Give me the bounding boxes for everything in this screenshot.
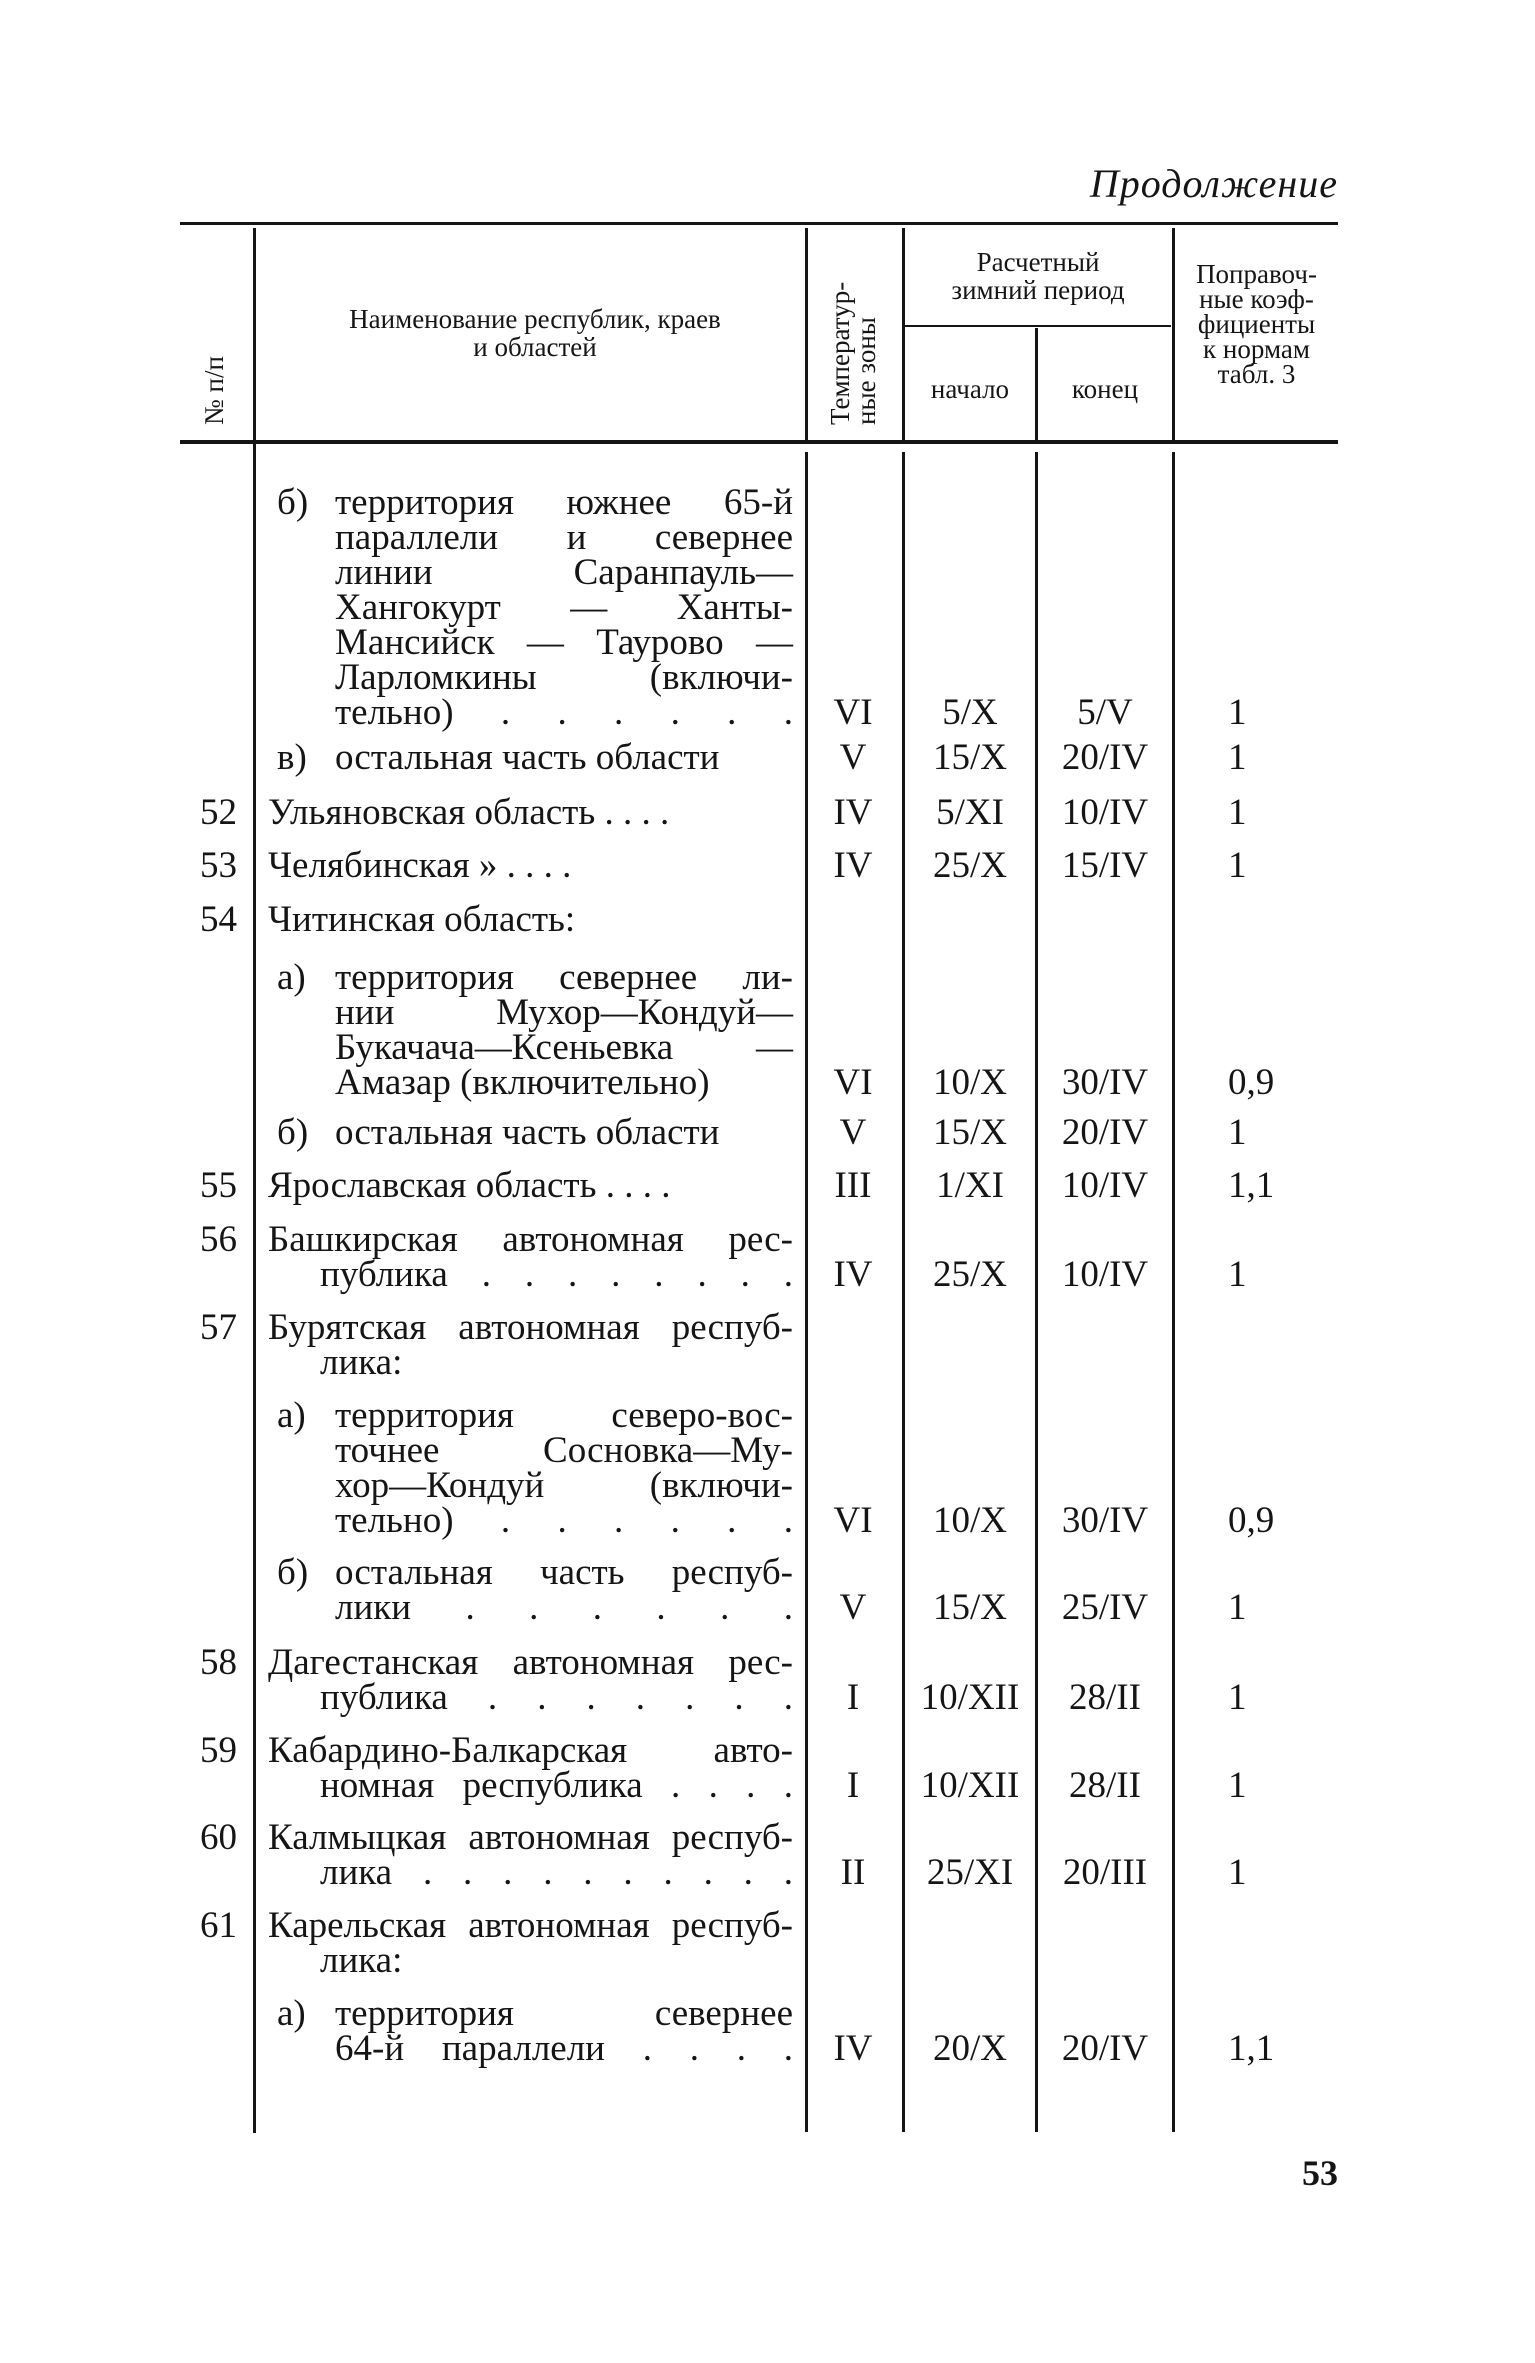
row-coefficient: 1,1 — [1228, 2028, 1275, 2069]
row-zone: IV — [833, 845, 873, 886]
row-coefficient: 1 — [1228, 692, 1247, 733]
row-name-line: Хангокурт — Ханты- — [335, 587, 793, 628]
row-start-date: 10/XII — [920, 1677, 1020, 1718]
row-zone: IV — [833, 2028, 873, 2069]
row-zone: IV — [833, 1254, 873, 1295]
row-end-date: 28/II — [1069, 1765, 1141, 1806]
col-rule-2 — [805, 228, 808, 440]
row-name-line: территория севернее — [335, 1993, 793, 2034]
col-rule-1 — [253, 228, 256, 2133]
header-coef-line1: Поправоч- — [1196, 259, 1317, 289]
row-name-line: лика: — [320, 1940, 403, 1981]
header-period-line2: зимний период — [951, 275, 1125, 305]
row-number: 60 — [200, 1817, 237, 1858]
row-end-date: 15/IV — [1061, 845, 1149, 886]
row-name-line: нии Мухор—Кондуй— — [335, 992, 793, 1033]
row-name-line: хор—Кондуй (включи- — [335, 1465, 793, 1506]
row-name — [268, 845, 793, 886]
row-name — [268, 899, 793, 940]
row-name — [277, 1112, 793, 1153]
header-coef — [1175, 259, 1338, 389]
row-name-line: Дагестанская автономная рес- — [268, 1642, 793, 1683]
row-coefficient: 1 — [1228, 792, 1247, 833]
row-start-date: 5/X — [942, 692, 998, 733]
row-name — [277, 957, 793, 1103]
row-zone: II — [840, 1852, 866, 1893]
row-zone: V — [839, 1587, 867, 1628]
header-period-line1: Расчетный — [976, 247, 1100, 277]
header-bottom-rule — [180, 440, 1338, 444]
row-sub-label: а) — [277, 1993, 306, 2034]
row-name-line: остальная часть области — [335, 737, 720, 778]
row-number: 59 — [200, 1730, 237, 1771]
row-sub-label: б) — [277, 482, 309, 523]
header-zone-line1: Температур- — [825, 281, 855, 425]
row-name — [277, 1552, 793, 1628]
row-end-date: 20/IV — [1061, 1112, 1149, 1153]
row-coefficient: 1 — [1228, 737, 1247, 778]
row-sub-label: б) — [277, 1552, 309, 1593]
row-name — [277, 737, 793, 778]
row-number: 61 — [200, 1905, 237, 1946]
row-start-date: 10/XII — [920, 1765, 1020, 1806]
row-sub-label: а) — [277, 1395, 306, 1436]
row-name-line: точнее Сосновка—Му- — [335, 1430, 793, 1471]
row-end-date: 30/IV — [1061, 1062, 1149, 1103]
row-end-date: 20/III — [1062, 1852, 1148, 1893]
row-name-line: остальная часть области — [335, 1112, 720, 1153]
row-start-date: 10/X — [933, 1062, 1007, 1103]
header-num: № п/п — [199, 356, 229, 425]
row-sub-label: в) — [277, 737, 307, 778]
row-name — [268, 1642, 793, 1718]
row-name-line: Челябинская » . . . . — [268, 845, 572, 886]
row-name-line: Читинская область: — [268, 899, 576, 940]
row-zone: VI — [833, 692, 873, 733]
row-name-line: Башкирская автономная рес- — [268, 1219, 793, 1260]
row-number: 58 — [200, 1642, 237, 1683]
row-coefficient: 1 — [1228, 1254, 1247, 1295]
header-coef-line4: к нормам — [1203, 334, 1310, 364]
row-coefficient: 0,9 — [1228, 1062, 1275, 1103]
row-end-date: 10/IV — [1061, 1254, 1149, 1295]
row-end-date: 20/IV — [1061, 2028, 1149, 2069]
row-zone: V — [839, 737, 867, 778]
row-end-date: 30/IV — [1061, 1500, 1149, 1541]
row-end-date: 20/IV — [1061, 737, 1149, 778]
row-name — [268, 1165, 793, 1206]
row-zone: I — [846, 1765, 860, 1806]
row-end-date: 10/IV — [1061, 792, 1149, 833]
row-name — [268, 1817, 793, 1893]
row-coefficient: 0,9 — [1228, 1500, 1275, 1541]
header-name — [270, 305, 800, 361]
row-name-line: лика . . . . . . . . . . — [320, 1852, 793, 1893]
header-coef-line3: фициенты — [1197, 309, 1316, 339]
row-start-date: 15/X — [933, 1587, 1007, 1628]
row-start-date: 15/X — [933, 737, 1007, 778]
header-period — [905, 248, 1171, 304]
row-name — [277, 1395, 793, 1541]
row-number: 57 — [200, 1307, 237, 1348]
row-name-line: публика . . . . . . . — [320, 1677, 793, 1718]
row-zone: VI — [833, 1062, 873, 1103]
row-name-line: Ярославская область . . . . — [268, 1165, 671, 1206]
row-name — [268, 1307, 793, 1383]
row-name-line: Амазар (включительно) — [335, 1062, 710, 1103]
row-name-line: линии Саранпауль— — [335, 552, 793, 593]
table-top-rule — [180, 222, 1338, 225]
row-start-date: 25/XI — [926, 1852, 1014, 1893]
page-number: 53 — [1302, 2153, 1338, 2193]
row-start-date: 15/X — [933, 1112, 1007, 1153]
row-name — [277, 1993, 793, 2069]
row-name — [268, 1730, 793, 1806]
row-start-date: 1/XI — [936, 1165, 1004, 1206]
row-start-date: 10/X — [933, 1500, 1007, 1541]
col-rule-4b — [1035, 452, 1038, 2132]
row-name-line: публика . . . . . . . . — [320, 1254, 793, 1295]
row-start-date: 5/XI — [936, 792, 1004, 833]
row-zone: III — [834, 1165, 872, 1206]
row-end-date: 28/II — [1069, 1677, 1141, 1718]
row-start-date: 25/X — [933, 845, 1007, 886]
period-divider — [905, 325, 1171, 327]
row-name-line: Ульяновская область . . . . — [268, 792, 670, 833]
row-zone: VI — [833, 1500, 873, 1541]
header-zone-line2: ные зоны — [851, 317, 881, 425]
row-name-line: 64-й параллели . . . . — [335, 2028, 793, 2069]
header-end: конец — [1071, 374, 1139, 404]
row-name — [268, 1905, 793, 1981]
row-name-line: остальная часть респуб- — [335, 1552, 793, 1593]
row-start-date: 25/X — [933, 1254, 1007, 1295]
header-name-line1: Наименование республик, краев — [349, 304, 721, 334]
row-name-line: Бурятская автономная респуб- — [268, 1307, 793, 1348]
row-name-line: Карельская автономная респуб- — [268, 1905, 793, 1946]
row-name-line: Букачача—Ксеньевка — — [335, 1027, 793, 1068]
row-sub-label: б) — [277, 1112, 309, 1153]
row-coefficient: 1 — [1228, 1587, 1247, 1628]
row-end-date: 10/IV — [1061, 1165, 1149, 1206]
row-number: 56 — [200, 1219, 237, 1260]
col-rule-5b — [1172, 452, 1175, 2132]
row-name-line: Мансийск — Таурово — — [335, 622, 793, 663]
row-coefficient: 1 — [1228, 1852, 1247, 1893]
row-name-line: Ларломкины (включи- — [335, 657, 793, 698]
row-number: 52 — [200, 792, 237, 833]
row-coefficient: 1 — [1228, 1112, 1247, 1153]
row-name-line: параллели и севернее — [335, 517, 793, 558]
row-name-line: тельно) . . . . . . — [335, 692, 793, 733]
row-name-line: территория севернее ли- — [335, 957, 793, 998]
row-name-line: тельно) . . . . . . — [335, 1500, 793, 1541]
header-coef-line5: табл. 3 — [1217, 359, 1296, 389]
row-sub-label: а) — [277, 957, 306, 998]
header-coef-line2: ные коэф- — [1199, 284, 1314, 314]
header-start: начало — [930, 374, 1010, 404]
row-name — [277, 482, 793, 733]
continuation-label: Продолжение — [1089, 161, 1338, 206]
row-coefficient: 1 — [1228, 845, 1247, 886]
row-zone: I — [846, 1677, 860, 1718]
row-zone: IV — [833, 792, 873, 833]
row-start-date: 20/X — [933, 2028, 1007, 2069]
row-name — [268, 792, 793, 833]
row-name-line: номная республика . . . . — [320, 1765, 793, 1806]
row-number: 53 — [200, 845, 237, 886]
row-coefficient: 1 — [1228, 1765, 1247, 1806]
header-name-line2: и областей — [473, 332, 597, 362]
row-name-line: лика: — [320, 1342, 403, 1383]
row-coefficient: 1 — [1228, 1677, 1247, 1718]
row-name-line: Кабардино-Балкарская авто- — [268, 1730, 793, 1771]
row-number: 55 — [200, 1165, 237, 1206]
row-name-line: Калмыцкая автономная респуб- — [268, 1817, 793, 1858]
row-number: 54 — [200, 899, 237, 940]
row-name — [268, 1219, 793, 1295]
row-name-line: территория южнее 65-й — [335, 482, 793, 523]
row-name-line: лики . . . . . . — [335, 1587, 793, 1628]
row-end-date: 25/IV — [1061, 1587, 1149, 1628]
row-zone: V — [839, 1112, 867, 1153]
row-coefficient: 1,1 — [1228, 1165, 1275, 1206]
row-name-line: территория северо-вос- — [335, 1395, 793, 1436]
row-end-date: 5/V — [1077, 692, 1133, 733]
